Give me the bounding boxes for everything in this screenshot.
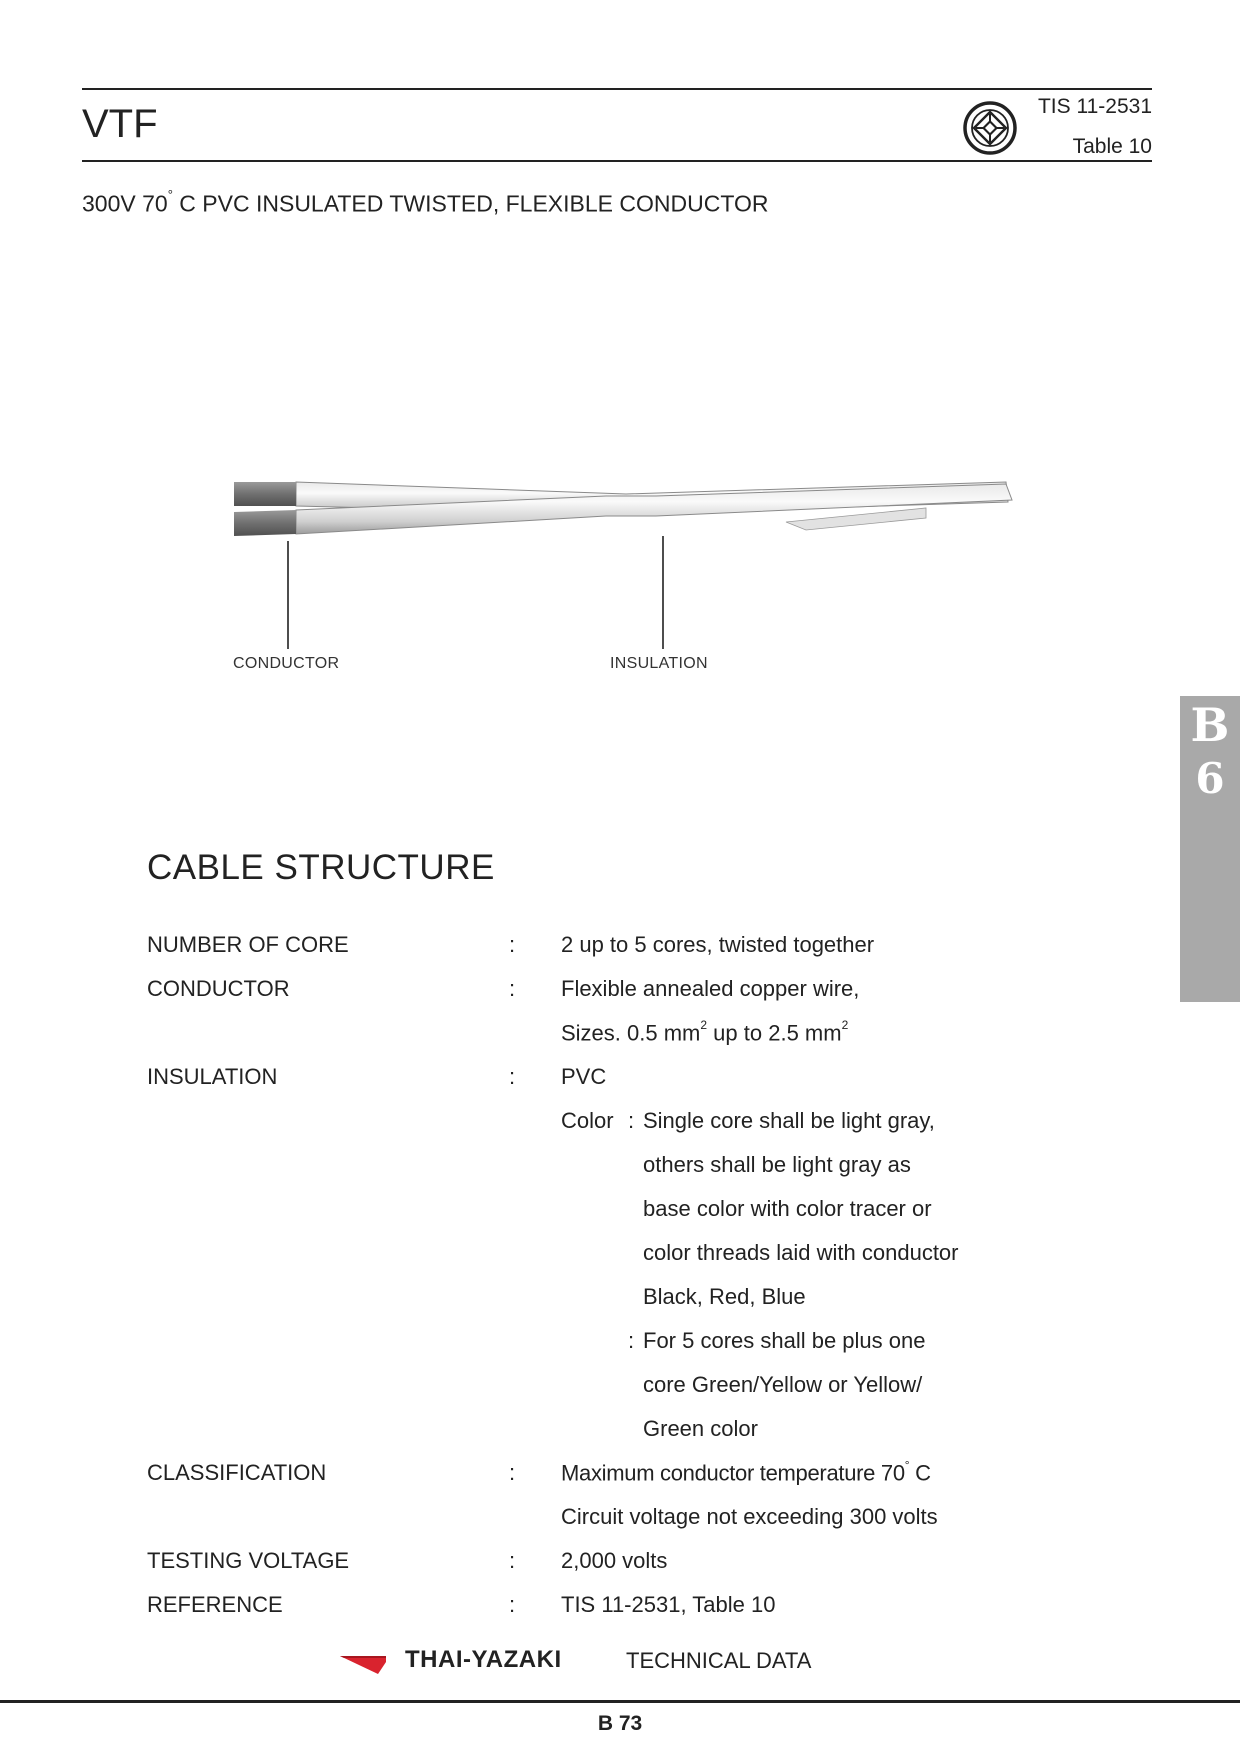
side-tab-number: 6 — [1195, 754, 1225, 803]
reference-value: TIS 11-2531, Table 10 — [561, 1592, 776, 1617]
color-label: Color — [561, 1108, 614, 1133]
sizes-from-superscript: 2 — [700, 1018, 708, 1032]
testing-voltage-value: 2,000 volts — [561, 1548, 668, 1573]
table-reference: Table 10 — [1072, 135, 1152, 158]
section-side-tab — [1180, 696, 1240, 1002]
conductor-sizes — [561, 1018, 849, 1046]
testing-voltage-colon: : — [509, 1548, 516, 1573]
classification-voltage: Circuit voltage not exceeding 300 volts — [561, 1504, 938, 1529]
classification-key: CLASSIFICATION — [147, 1460, 327, 1485]
cores-key: NUMBER OF CORE — [147, 932, 349, 957]
temperature-degree: ° — [904, 1458, 910, 1472]
five-core-line-2: core Green/Yellow or Yellow/ — [643, 1372, 923, 1397]
insulation-key: INSULATION — [147, 1064, 278, 1089]
page-number: B 73 — [597, 1712, 643, 1735]
brand-name: THAI-YAZAKI — [405, 1646, 562, 1673]
cores-colon: : — [509, 932, 516, 957]
insulation-callout-label: INSULATION — [610, 655, 708, 672]
five-core-line-1: For 5 cores shall be plus one — [643, 1328, 926, 1353]
color-line-3: base color with color tracer or — [643, 1196, 932, 1221]
color-colon: : — [628, 1108, 635, 1133]
conductor-value: Flexible annealed copper wire, — [561, 976, 860, 1001]
tis-seal-icon — [962, 100, 1018, 156]
insulation-value: PVC — [561, 1064, 607, 1089]
thai-yazaki-logo-icon — [340, 1654, 386, 1676]
subtitle-description: C PVC INSULATED TWISTED, FLEXIBLE CONDUCTOR — [172, 190, 769, 217]
color-line-2: others shall be light gray as — [643, 1152, 911, 1177]
standard-number: TIS 11-2531 — [1037, 95, 1152, 118]
top-rule — [82, 88, 1152, 90]
classification-temperature — [561, 1458, 931, 1486]
testing-voltage-key: TESTING VOLTAGE — [147, 1548, 350, 1573]
conductor-key: CONDUCTOR — [147, 976, 290, 1001]
reference-colon: : — [509, 1592, 516, 1617]
header-bottom-rule — [82, 160, 1152, 162]
conductor-colon: : — [509, 976, 516, 1001]
five-core-colon: : — [628, 1328, 635, 1353]
conductor-callout-label: CONDUCTOR — [233, 655, 340, 672]
page-title: VTF — [82, 102, 158, 146]
color-line-1: Single core shall be light gray, — [643, 1108, 935, 1133]
footer-rule — [0, 1700, 1240, 1703]
side-tab-letter: B — [1190, 698, 1230, 752]
cores-value: 2 up to 5 cores, twisted together — [561, 932, 875, 957]
footer-tagline: TECHNICAL DATA — [626, 1648, 812, 1673]
sizes-to: up to 2.5 mm — [707, 1020, 842, 1046]
cable-illustration — [226, 466, 1026, 656]
five-core-line-3: Green color — [643, 1416, 758, 1441]
color-line-5: Black, Red, Blue — [643, 1284, 806, 1309]
insulation-colon: : — [509, 1064, 516, 1089]
subtitle-voltage-temp: 300V 70 — [82, 190, 168, 217]
reference-key: REFERENCE — [147, 1592, 283, 1617]
degree-sign: ° — [167, 187, 173, 202]
sizes-to-superscript: 2 — [841, 1018, 849, 1032]
page-subtitle — [82, 187, 769, 217]
classification-colon: : — [509, 1460, 516, 1485]
temperature-unit: C — [909, 1460, 931, 1486]
section-title: CABLE STRUCTURE — [147, 848, 495, 887]
temperature-text: Maximum conductor temperature 70 — [561, 1460, 905, 1486]
sizes-from: Sizes. 0.5 mm — [561, 1020, 701, 1046]
color-line-4: color threads laid with conductor — [643, 1240, 959, 1265]
